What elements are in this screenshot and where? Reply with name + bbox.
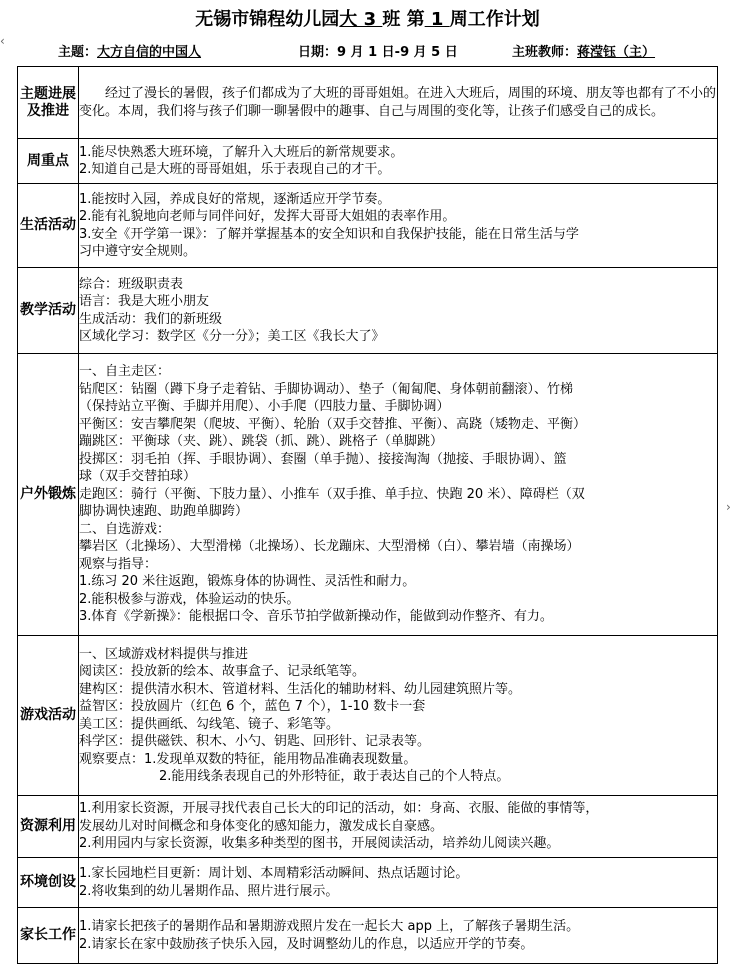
theme	[58, 43, 201, 63]
row-label: 资源利用	[18, 796, 79, 858]
date-label: 日期：	[298, 45, 338, 60]
text-line: 1.利用家长资源，开展寻找代表自己长大的印记的活动，如：身高、衣服、能做的事情等，	[79, 801, 599, 817]
week-suffix: 周工作计划	[449, 9, 540, 30]
meta-line	[58, 43, 728, 63]
row-teaching	[18, 268, 718, 354]
theme-label: 主题：	[58, 45, 98, 60]
text-line: 一、自主走区：	[79, 364, 171, 380]
date	[298, 43, 458, 63]
text-line: 生成活动：我们的新班级	[79, 311, 223, 327]
text-line: 2.知道自己是大班的哥哥姐姐，乐于表现自己的才干。	[79, 162, 391, 177]
text-line: 观察要点：1.发现单双数的特征，能用物品准确表现数量。	[79, 751, 417, 767]
text-line: 1.家长园地栏目更新：周计划、本周精彩活动瞬间、热点话题讨论。	[79, 866, 469, 881]
text-line: 发展幼儿对时间概念和身体变化的感知能力，激发成长自豪感。	[79, 818, 444, 834]
right-edge-handle: ›	[726, 500, 731, 514]
week-number: 1	[424, 9, 450, 30]
page-title	[0, 8, 735, 32]
row-progress	[18, 67, 718, 139]
row-content	[79, 67, 718, 139]
text-line: 2.利用园内与家长资源，收集多种类型的图书，开展阅读活动，培养幼儿阅读兴趣。	[79, 836, 560, 852]
text-line: 攀岩区（北操场）、大型滑梯（北操场）、长龙蹦床、大型滑梯（白）、攀岩墙（南操场）	[79, 539, 580, 555]
text-line: 科学区：提供磁铁、积木、小勺、钥匙、回形针、记录表等。	[79, 734, 431, 749]
row-environment	[18, 858, 718, 908]
text-line: 2.将收集到的幼儿暑期作品、照片进行展示。	[79, 883, 339, 899]
row-label: 主题进展及推进	[18, 67, 79, 139]
row-parents	[18, 908, 718, 964]
text-line: 2.能用线条表现自己的外形特征，敢于表达自己的个人特点。	[159, 769, 510, 784]
row-content	[79, 184, 718, 268]
week-prefix: 第	[406, 9, 425, 30]
text-line: 蹦跳区：平衡球（夹、跳）、跳袋（抓、跳）、跳格子（单脚跳）	[79, 434, 444, 450]
row-label: 户外锻炼	[18, 354, 79, 636]
text-line: 美工区：提供画纸、勾线笔、镜子、彩笔等。	[79, 716, 340, 732]
text-line: 综合：班级职责表	[79, 276, 184, 292]
class-word: 班	[382, 9, 401, 30]
text-line: 2.请家长在家中鼓励孩子快乐入园，及时调整幼儿的作息，以适应开学的节奏。	[79, 936, 534, 952]
row-label: 游戏活动	[18, 636, 79, 796]
row-content	[79, 354, 718, 636]
text-line: 1.能按时入园，养成良好的常规，逐渐适应开学节奏。	[79, 191, 391, 207]
text-line: 钻爬区：钻圈（蹲下身子走着钻、手脚协调动）、垫子（匍匐爬、身体朝前翻滚）、竹梯	[79, 381, 574, 397]
row-life	[18, 184, 718, 268]
text-line: 习中遵守安全规则。	[79, 244, 197, 259]
row-content	[79, 796, 718, 858]
row-content	[79, 858, 718, 908]
text-line: 1.能尽快熟悉大班环境，了解升入大班后的新常规要求。	[79, 144, 404, 160]
text-line: 1.练习 20 米往返跑，锻炼身体的协调性、灵活性和耐力。	[79, 574, 416, 590]
text-line: （保持站立平衡、手脚并用爬）、小手爬（四肢力量、手脚协调）	[79, 399, 450, 415]
text-line: 语言：我是大班小朋友	[79, 294, 210, 309]
text-line: 走跑区：骑行（平衡、下肢力量）、小推车（双手推、单手拉、快跑 20 米）、障碍栏（双	[79, 486, 585, 502]
row-games	[18, 636, 718, 796]
weekly-plan-table	[17, 66, 718, 964]
theme-value: 大方自信的中国人	[97, 45, 202, 60]
school-name: 无锡市锦程幼儿园	[195, 9, 340, 30]
text-line: 建构区：提供清水积木、管道材料、生活化的辅助材料、幼儿园建筑照片等。	[79, 681, 522, 697]
teacher-label: 主班教师：	[512, 45, 578, 60]
row-label: 环境创设	[18, 858, 79, 908]
row-content	[79, 268, 718, 354]
text-line: 3.安全《开学第一课》：了解并掌握基本的安全知识和自我保护技能，能在日常生活与学	[79, 226, 579, 242]
progress-text: 经过了漫长的暑假，孩子们都成为了大班的哥哥姐姐。在进入大班后，周围的环境、朋友等也都有了不小的变化。本周，我们将与孩子们聊一聊暑假中的趣事、自己与周围的变化等，让孩子们感受自己的成长。	[79, 86, 717, 119]
text-line: 1.请家长把孩子的暑期作品和暑期游戏照片发在一起长大 app 上，了解孩子暑期生活。	[79, 919, 580, 934]
text-line: 阅读区：投放新的绘本、故事盒子、记录纸笔等。	[79, 664, 366, 679]
row-label: 家长工作	[18, 908, 79, 964]
text-line: 投掷区：羽毛拍（挥、手眼协调）、套圈（单手抛）、接接淘淘（抛接、手眼协调）、篮	[79, 451, 567, 467]
text-line: 二、自选游戏：	[79, 521, 171, 537]
text-line: 区域化学习：数学区《分一分》；美工区《我长大了》	[79, 329, 385, 344]
row-focus	[18, 139, 718, 184]
text-line: 2.能有礼貌地向老师与同伴问好，发挥大哥哥大姐姐的表率作用。	[79, 209, 456, 224]
text-line: 益智区：投放圆片（红色 6 个，蓝色 7 个），1-10 数卡一套	[79, 699, 426, 714]
text-line: 观察与指导：	[79, 556, 158, 572]
text-line: 3.体育《学新操》：能根据口令、音乐节拍学做新操动作，能做到动作整齐、有力。	[79, 609, 553, 625]
text-line: 一、区域游戏材料提供与推进	[79, 646, 249, 662]
row-label: 教学活动	[18, 268, 79, 354]
row-resources	[18, 796, 718, 858]
class-name: 大 3	[339, 9, 383, 30]
teacher-value: 蒋滢钰（主）	[577, 45, 656, 60]
row-content	[79, 908, 718, 964]
row-content	[79, 636, 718, 796]
row-content	[79, 139, 718, 184]
row-outdoor	[18, 354, 718, 636]
row-label: 生活活动	[18, 184, 79, 268]
teacher	[512, 43, 655, 63]
text-line: 2.能积极参与游戏，体验运动的快乐。	[79, 591, 300, 607]
text-line: 球（双手交替拍球）	[79, 469, 197, 485]
row-label: 周重点	[18, 139, 79, 184]
text-line: 脚协调快速跑、助跑单脚跨）	[79, 504, 249, 520]
text-line: 平衡区：安吉攀爬架（爬坡、平衡）、轮胎（双手交替推、平衡）、高跷（矮物走、平衡）	[79, 416, 587, 432]
left-edge-handle: ‹	[0, 34, 5, 48]
date-value: 9 月 1 日-9 月 5 日	[337, 45, 458, 60]
